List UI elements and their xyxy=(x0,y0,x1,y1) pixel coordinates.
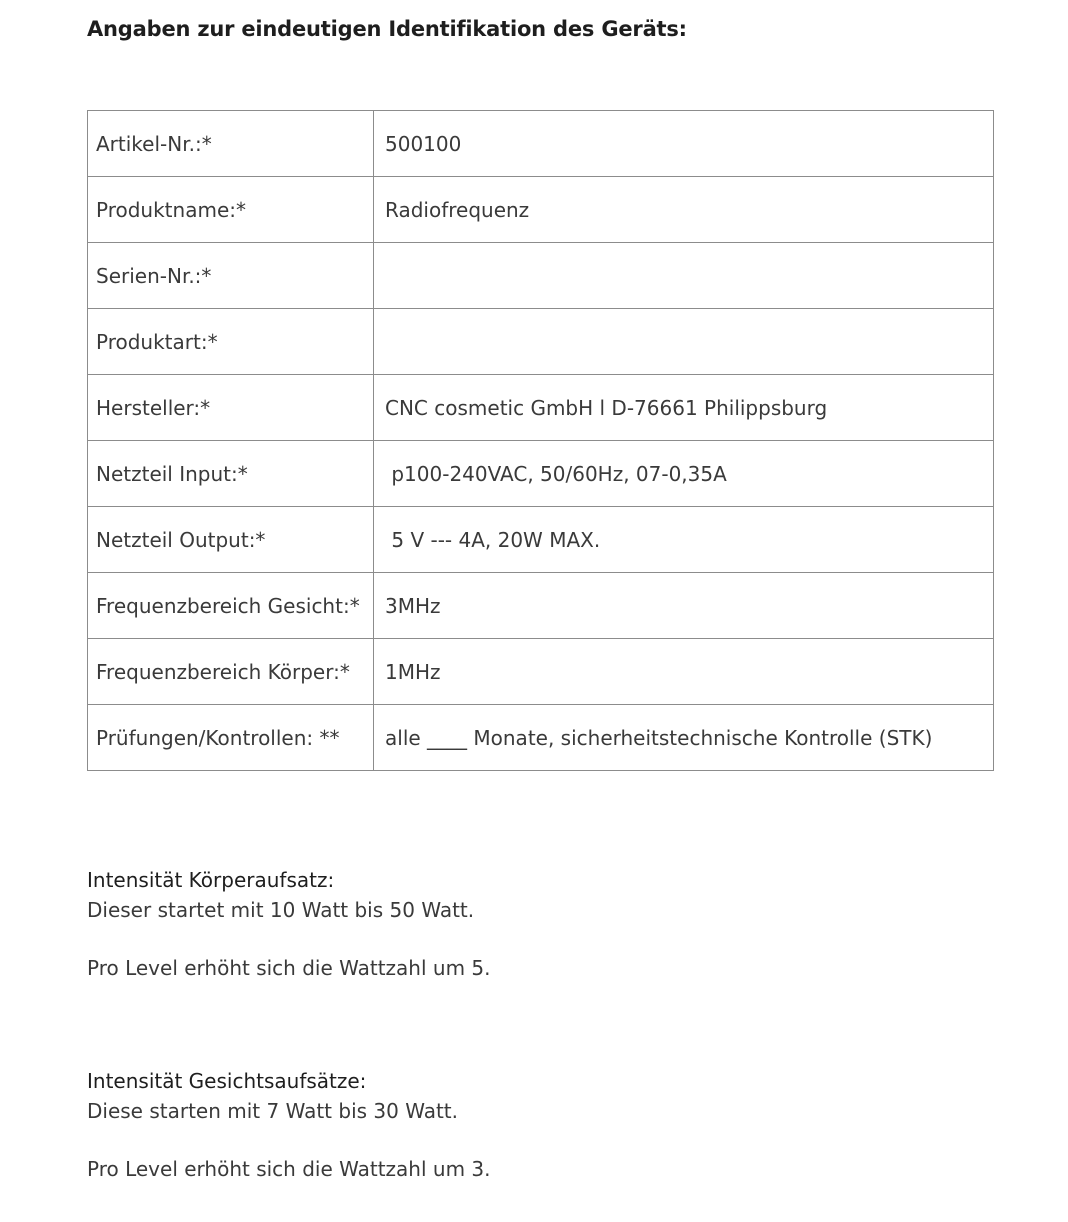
row-value-produktart xyxy=(374,309,994,375)
section-text: Pro Level erhöht sich die Wattzahl um 5. xyxy=(87,956,491,980)
row-label-netzteil-input: Netzteil Input:* xyxy=(88,441,374,507)
row-label-serien-nr: Serien-Nr.:* xyxy=(88,243,374,309)
section-text: Dieser startet mit 10 Watt bis 50 Watt. xyxy=(87,898,475,922)
table-row xyxy=(88,573,994,639)
table-row xyxy=(88,177,994,243)
table-row xyxy=(88,243,994,309)
table-row xyxy=(88,705,994,771)
row-label-hersteller: Hersteller:* xyxy=(88,375,374,441)
row-value-artikel-nr: 500100 xyxy=(374,111,994,177)
table-row xyxy=(88,111,994,177)
section-title: Intensität Körperaufsatz: xyxy=(87,868,335,892)
row-label-frequenz-gesicht: Frequenzbereich Gesicht:* xyxy=(88,573,374,639)
row-value-netzteil-output: 5 V --- 4A, 20W MAX. xyxy=(374,507,994,573)
row-value-frequenz-gesicht: 3MHz xyxy=(374,573,994,639)
row-label-produktart: Produktart:* xyxy=(88,309,374,375)
section-text: Diese starten mit 7 Watt bis 30 Watt. xyxy=(87,1099,459,1123)
section-gesichtsaufsaetze xyxy=(87,1066,994,1184)
table-row xyxy=(88,375,994,441)
section-title: Intensität Gesichtsaufsätze: xyxy=(87,1069,367,1093)
table-row xyxy=(88,639,994,705)
row-value-netzteil-input: p100-240VAC, 50/60Hz, 07-0,35A xyxy=(374,441,994,507)
row-label-frequenz-koerper: Frequenzbereich Körper:* xyxy=(88,639,374,705)
section-text: Pro Level erhöht sich die Wattzahl um 3. xyxy=(87,1157,491,1181)
row-value-hersteller: CNC cosmetic GmbH l D-76661 Philippsburg xyxy=(374,375,994,441)
row-value-produktname: Radiofrequenz xyxy=(374,177,994,243)
table-row xyxy=(88,507,994,573)
row-label-netzteil-output: Netzteil Output:* xyxy=(88,507,374,573)
section-koerperaufsatz xyxy=(87,865,994,983)
row-label-pruefungen: Prüfungen/Kontrollen: ** xyxy=(88,705,374,771)
row-value-frequenz-koerper: 1MHz xyxy=(374,639,994,705)
table-row xyxy=(88,309,994,375)
row-value-serien-nr xyxy=(374,243,994,309)
page-heading: Angaben zur eindeutigen Identifikation des Geräts: xyxy=(87,17,687,41)
identification-table xyxy=(87,110,994,771)
row-label-produktname: Produktname:* xyxy=(88,177,374,243)
row-label-artikel-nr: Artikel-Nr.:* xyxy=(88,111,374,177)
row-value-pruefungen: alle ____ Monate, sicherheitstechnische Kontrolle (STK) xyxy=(374,705,994,771)
table-row xyxy=(88,441,994,507)
